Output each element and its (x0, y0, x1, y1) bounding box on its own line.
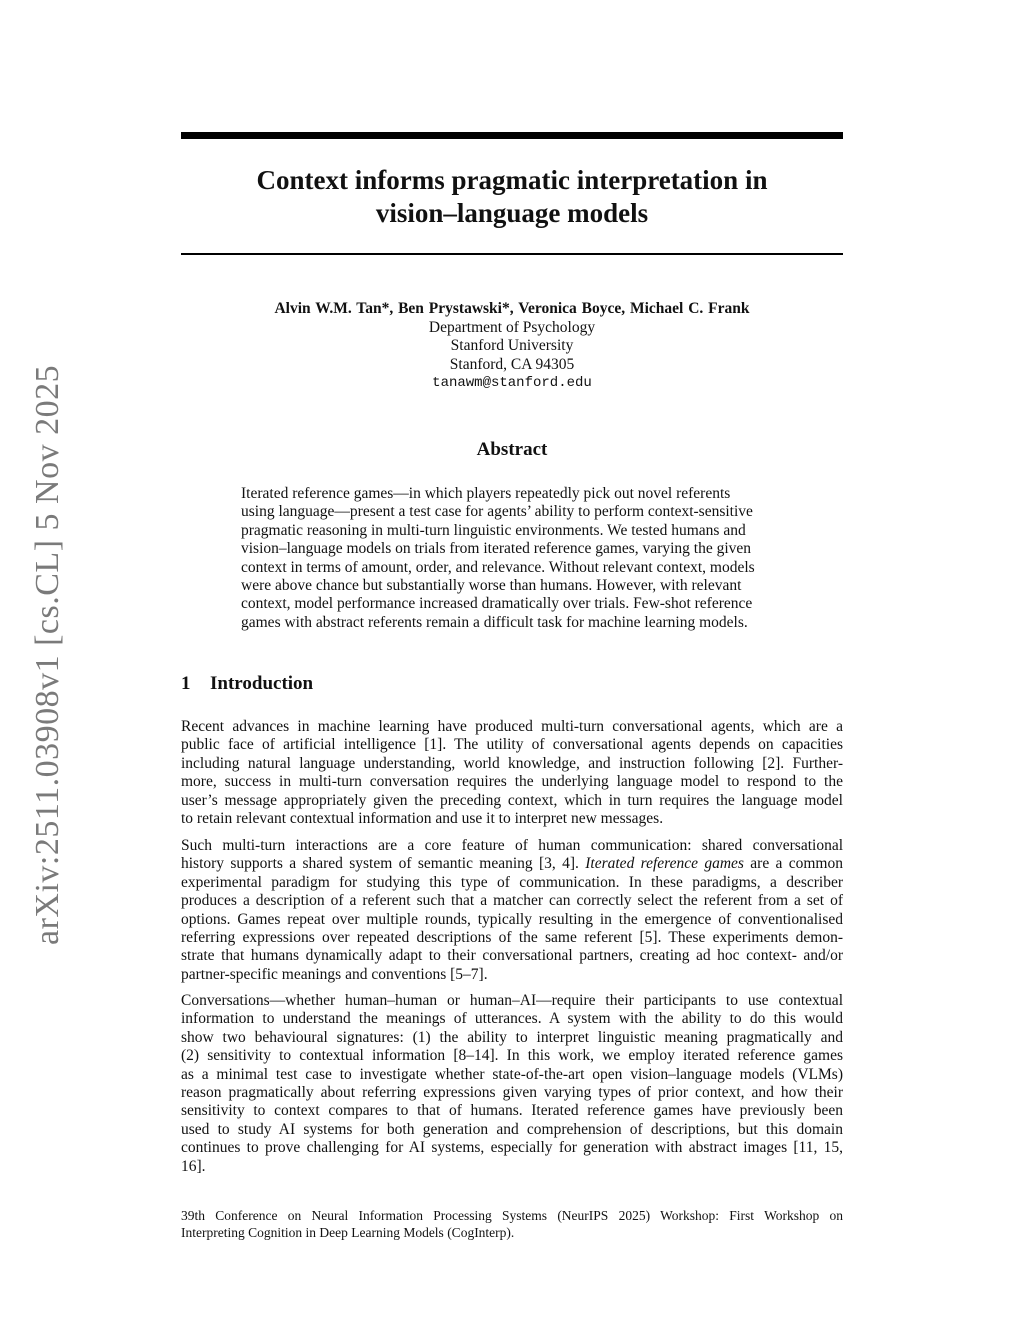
abstract-line: context in terms of amount, order, and relevance. Without relevant context, models (241, 558, 755, 576)
paragraph-line: public face of artificial intelligence [1]. The utility of conversational agents depends on capacities (181, 736, 843, 754)
section-number: 1 (181, 673, 191, 694)
title-line-2: vision–language models (375, 198, 649, 228)
paragraph-line: show two behavioural signatures: (1) the ability to interpret linguistic meaning pragmatically and (181, 1028, 843, 1046)
abstract-line: games with abstract referents remain a difficult task for machine learning models. (241, 613, 748, 631)
section-title: Introduction (210, 673, 314, 694)
author-department: Department of Psychology (428, 318, 596, 336)
paragraph-line (181, 855, 843, 873)
abstract-body (241, 485, 783, 632)
abstract-heading: Abstract (476, 439, 548, 460)
paragraph-line: continues to prove challenging for AI systems, especially for generation with abstract images [11, 15, (181, 1139, 843, 1157)
paragraph-line: user’s message appropriately given the preceding context, which in turn requires the language model (181, 791, 843, 809)
abstract-line: vision–language models on trials from iterated reference games, varying the given (241, 540, 752, 558)
arxiv-stamp: arXiv:2511.03908v1 [cs.CL] 5 Nov 2025 (29, 364, 66, 945)
paper-title (181, 164, 843, 230)
abstract-line: were above chance but substantially worse than humans. However, with relevant (241, 577, 742, 595)
paragraph-line: information to understand the meanings of utterances. A system with the ability to do this would (181, 1010, 843, 1028)
paragraph-line: Such multi-turn interactions are a core feature of human communication: shared conversational (181, 837, 843, 854)
paragraph-line: reason pragmatically about referring expressions given varying types of prior context, and how their (181, 1084, 843, 1102)
abstract-line: pragmatic reasoning in multi-turn linguistic environments. We tested humans and (241, 521, 746, 539)
conference-footnote (181, 1208, 843, 1241)
footnote-line: Interpreting Cognition in Deep Learning Models (CogInterp). (181, 1224, 515, 1240)
paragraph-line: produces a description of a referent such that a matcher can correctly select the referent from a set of (181, 892, 843, 910)
paragraph-line: strate that humans dynamically adapt to their conversational partners, creating ad hoc context- and/or (181, 947, 843, 965)
paragraph-line: sensitivity to context compares to that of humans. Iterated reference games have previously been (181, 1102, 843, 1120)
paragraph-line: as a minimal test case to investigate whether state-of-the-art open vision–language models (VLMs) (181, 1065, 843, 1083)
title-line-1: Context informs pragmatic interpretation in (256, 165, 768, 195)
footnote-line: 39th Conference on Neural Information Processing Systems (NeurIPS 2025) Workshop: First Workshop on (181, 1208, 843, 1223)
paragraph-line: Conversations—whether human–human or human–AI—require their participants to use contextual (181, 992, 843, 1009)
section-heading-introduction (181, 673, 313, 695)
author-block (181, 300, 843, 393)
title-rule-top (181, 132, 843, 139)
paragraph-line: referring expressions over repeated descriptions of the same referent [5]. These experiments demon- (181, 929, 843, 947)
intro-paragraph-3 (181, 992, 843, 1176)
intro-paragraph-2 (181, 837, 843, 984)
emphasis-term: Iterated reference games (585, 855, 744, 873)
abstract-line: Iterated reference games—in which players repeatedly pick out novel referents (241, 485, 731, 502)
author-location: Stanford, CA 94305 (449, 355, 575, 373)
author-names: Alvin W.M. Tan*, Ben Prystawski*, Veronica Boyce, Michael C. Frank (274, 300, 750, 317)
paragraph-text: history supports a shared system of semantic meaning [3, 4]. (181, 855, 586, 873)
abstract-line: using language—present a test case for agents’ ability to perform context-sensitive (241, 503, 753, 521)
paragraph-text: are a common (743, 855, 843, 873)
paragraph-line: including natural language understanding, world knowledge, and instruction following [2]. Further- (181, 754, 843, 772)
abstract-line: context, model performance increased dramatically over trials. Few-shot reference (241, 595, 753, 613)
paragraph-line: 16]. (181, 1157, 206, 1175)
paragraph-line: experimental paradigm for studying this type of communication. In these paradigms, a describer (181, 873, 843, 891)
paragraph-line: used to study AI systems for both generation and comprehension of descriptions, but this domain (181, 1120, 843, 1138)
author-email: tanawm@stanford.edu (432, 375, 592, 391)
paragraph-line: options. Games repeat over multiple rounds, typically resulting in the emergence of conventionalised (181, 910, 843, 928)
paragraph-line: more, success in multi-turn conversation requires the underlying language model to respond to the (181, 773, 843, 791)
intro-paragraph-1 (181, 718, 843, 828)
paragraph-line: to retain relevant contextual information and use it to interpret new messages. (181, 810, 664, 828)
paragraph-line: (2) sensitivity to contextual information [8–14]. In this work, we employ iterated reference games (181, 1047, 843, 1065)
paragraph-line: Recent advances in machine learning have produced multi-turn conversational agents, which are a (181, 718, 843, 735)
title-rule-bottom (181, 253, 843, 255)
author-university: Stanford University (450, 337, 574, 354)
paragraph-line: partner-specific meanings and conventions [5–7]. (181, 965, 488, 983)
